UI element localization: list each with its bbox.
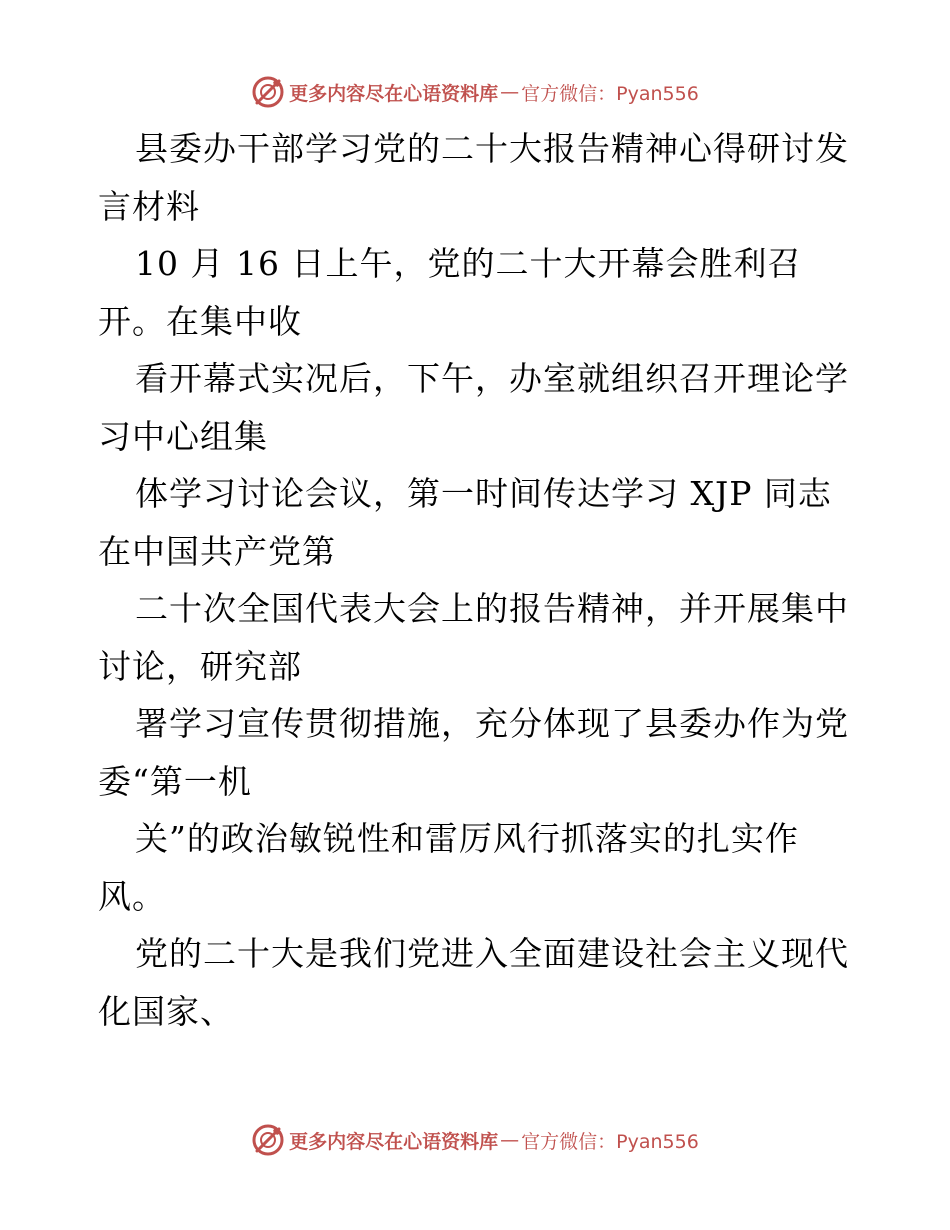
doc-line: 委“第一机: [98, 761, 252, 801]
logo-icon: [251, 75, 285, 109]
footer-banner: [0, 1120, 950, 1160]
document-body: [98, 120, 858, 1040]
banner-dash: —: [500, 1129, 520, 1151]
banner-dash: —: [500, 81, 520, 103]
doc-line: 化国家、: [98, 991, 234, 1031]
logo-icon: [251, 1123, 285, 1157]
doc-line: 关”的政治敏锐性和雷厉风行抓落实的扎实作: [135, 819, 799, 858]
doc-line: 开。在集中收: [98, 301, 302, 341]
doc-line: 看开幕式实况后，下午，办室就组织召开理论学: [135, 359, 849, 398]
doc-line: 在中国共产党第: [98, 531, 336, 571]
doc-line: 讨论，研究部: [98, 646, 302, 686]
banner-wechat: 官方微信：Pyan556: [521, 82, 699, 105]
doc-line: 习中心组集: [98, 416, 268, 456]
banner-wechat: 官方微信：Pyan556: [521, 1130, 699, 1153]
doc-line: 二十次全国代表大会上的报告精神，并开展集中: [135, 589, 849, 628]
doc-line: 党的二十大是我们党进入全面建设社会主义现代: [135, 934, 849, 973]
doc-line: 县委办干部学习党的二十大报告精神心得研讨发: [135, 129, 849, 168]
doc-line: 10 月 16 日上午，党的二十大开幕会胜利召: [135, 244, 802, 283]
doc-line: 言材料: [98, 186, 200, 226]
banner-title: 更多内容尽在心语资料库: [289, 1130, 499, 1153]
doc-line: 风。: [98, 876, 166, 916]
banner-title: 更多内容尽在心语资料库: [289, 82, 499, 105]
doc-line: 署学习宣传贯彻措施，充分体现了县委办作为党: [135, 704, 849, 743]
header-banner: [0, 72, 950, 112]
doc-line: 体学习讨论会议，第一时间传达学习 XJP 同志: [135, 474, 832, 513]
